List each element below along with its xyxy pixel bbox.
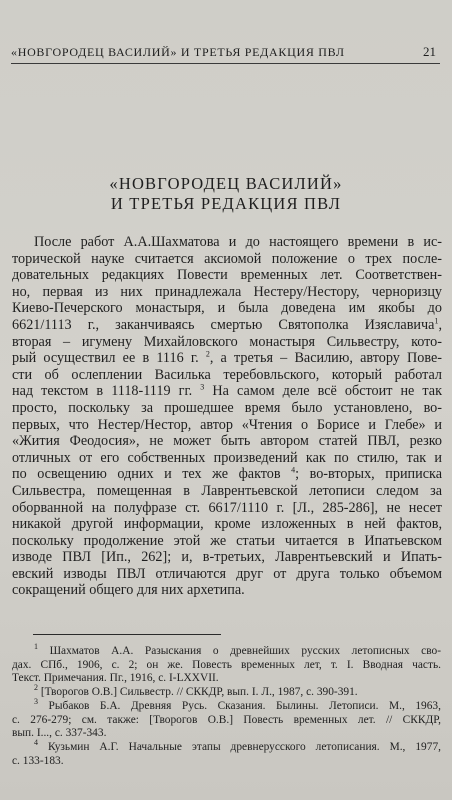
body-line-text: рый осуществил ее в 1116 г.: [12, 350, 199, 367]
body-line-text: по освещению одних и тех же фактов: [12, 466, 281, 483]
body-line: просто, поскольку за прошедшее время было установлено, во-: [12, 399, 442, 416]
body-line: [12, 383, 442, 400]
running-head: [11, 39, 440, 64]
body-line: После работ А.А.Шахматова и до настоящего времени в ис-: [34, 234, 442, 250]
body-line: 6621/1113 г., заканчиваясь смертью Святополка Изяславича$^1$,: [12, 316, 442, 333]
footnote-number: 3: [34, 697, 38, 707]
body-line-text: над текстом в 1118-1119 гг.: [12, 383, 193, 400]
footnote-number: 1: [34, 642, 38, 652]
body-line-text: , а третья – Василию, автору Пове-: [209, 350, 443, 367]
body-line: изводе ПВЛ [Ип., 262]; и, в-третьих, Лаврентьевский и Ипать-: [12, 549, 442, 566]
body-line-text: 6621/1113 г., заканчиваясь смертью Святополка Изяславича: [12, 316, 435, 333]
body-line: вторая – игумену Михайловского монастыря Сильвестру, кото-: [12, 333, 442, 350]
body-line: «Жития Феодосия», не может быть автором статей ПВЛ, резко: [12, 433, 442, 450]
footnote-ref: 2: [205, 349, 210, 359]
footnote-number: 4: [34, 738, 38, 748]
body-line: торической науке считается аксиомой положение о трех после-: [12, 250, 442, 267]
body-line-text: ; во-вторых, приписка: [295, 466, 442, 483]
body-line: Киево-Печерского монастыря, и была доведена им якобы до: [12, 300, 442, 317]
footnote-line: [12, 642, 441, 659]
body-line: первых, что Нестер/Нестор, автор «Чтения о Борисе и Глебе» и: [12, 416, 442, 433]
footnote-line: с. 133-183.: [12, 754, 64, 767]
body-line: сти об ослеплении Василька теребовльского, который работал: [12, 366, 442, 383]
body-line: поскольку продолжение этой же статьи читается в Ипатьевском: [12, 532, 442, 549]
footnote-line: вып. I..., с. 337-343.: [12, 727, 107, 740]
chapter-title-line-1: «НОВГОРОДЕЦ ВАСИЛИЙ»: [109, 174, 343, 193]
chapter-title-line-2: И ТРЕТЬЯ РЕДАКЦИЯ ПВЛ: [110, 194, 342, 213]
footnote-number: 2: [34, 683, 38, 693]
footnote-ref: 4: [291, 465, 296, 475]
footnote-divider: [33, 634, 221, 635]
footnote-line: [12, 683, 441, 700]
footnote-text: Рыбаков Б.А. Древняя Русь. Сказания. Былины. Летописи. М., 1963,: [48, 699, 441, 712]
footnote-line: дах. СПб., 1906, с. 2; он же. Повесть временных лет, т. I. Вводная часть.: [12, 658, 441, 671]
footnote-text: Шахматов А.А. Разыскания о древнейших русских летописных сво-: [49, 645, 441, 657]
page-number: 21: [423, 44, 436, 59]
body-line-text: На самом деле всё обстоит не так: [204, 383, 442, 400]
body-text: [12, 234, 443, 599]
footnote-line: [12, 697, 441, 714]
body-line: евский изводы ПВЛ отличаются друг от друга только объемом: [12, 565, 442, 582]
footnote-line: с. 276-279; см. также: [Творогов О.В.] Повесть временных лет. // СККДР,: [12, 713, 441, 726]
body-line: но, первая из них принадлежала Нестеру/Нестору, черноризцу: [12, 283, 442, 300]
footnotes: [12, 642, 441, 768]
footnote-line: Текст. Примечания. Пг., 1916, с. I-LXXVII.: [12, 672, 219, 685]
footnote-ref: 1: [434, 316, 439, 326]
running-head-title: «НОВГОРОДЕЦ ВАСИЛИЙ» И ТРЕТЬЯ РЕДАКЦИЯ ПВЛ: [11, 45, 345, 59]
body-line: отличных от его собственных произведений как по стилю, так и: [12, 449, 442, 466]
body-line: сокращений общего для них архетипа.: [12, 582, 245, 599]
chapter-title: [0, 174, 452, 214]
footnote-text: Кузьмин А.Г. Начальные этапы древнерусского летописания. М., 1977,: [47, 740, 441, 753]
body-line: [12, 350, 442, 367]
body-line: никакой другой информации, кроме изложенных в ней фактов,: [12, 516, 442, 533]
body-line: оборванной на полуфразе ст. 6617/1110 г. [Л., 285-286], не несет: [12, 499, 442, 516]
footnote-line: [12, 738, 441, 755]
body-line: [12, 466, 442, 483]
footnote-ref: 3: [200, 382, 205, 392]
footnote-text: [Творогов О.В.] Сильвестр. // СККДР, вып. I. Л., 1987, с. 390-391.: [40, 686, 358, 699]
body-line: довательных редакциях Повести временных лет. Соответствен-: [12, 267, 442, 284]
body-line: Сильвестра, помещенная в Лаврентьевской летописи следом за: [12, 482, 442, 499]
